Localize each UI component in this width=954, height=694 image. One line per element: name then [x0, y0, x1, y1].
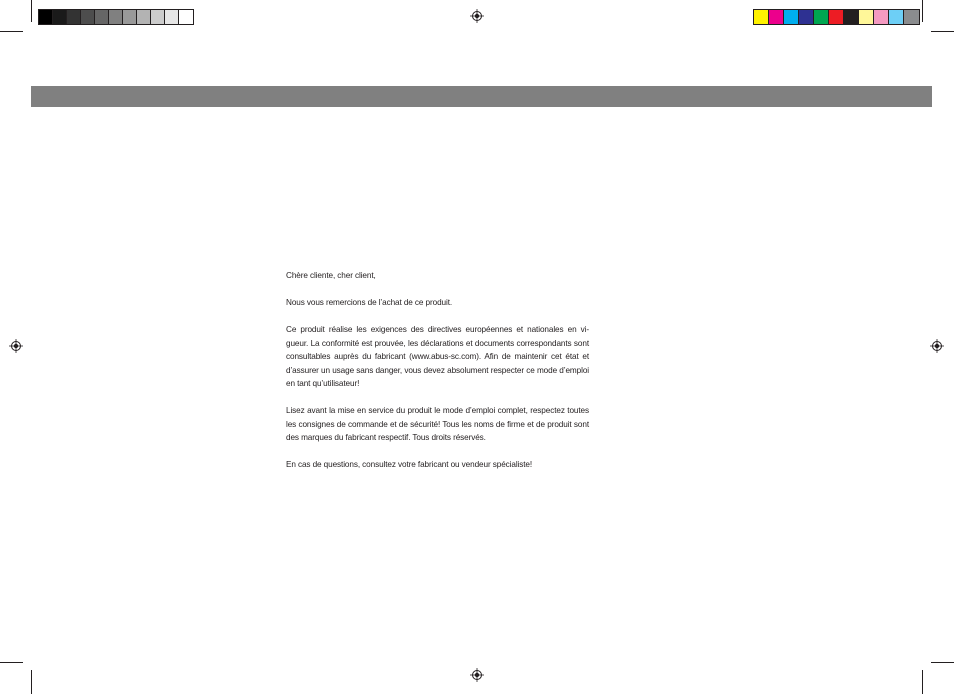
color-swatch — [754, 10, 769, 24]
color-swatch — [814, 10, 829, 24]
color-swatch-strip — [753, 9, 920, 25]
color-swatch — [769, 10, 784, 24]
color-swatch — [109, 10, 123, 24]
letter-body — [286, 269, 589, 485]
color-swatch — [844, 10, 859, 24]
crop-mark-top-right-v — [922, 0, 923, 22]
color-swatch — [859, 10, 874, 24]
greeting: Chère cliente, cher client, — [286, 271, 376, 280]
registration-mark-icon — [9, 339, 23, 353]
header-bar — [31, 86, 932, 107]
registration-mark-icon — [470, 668, 484, 682]
grayscale-swatch-strip — [38, 9, 194, 25]
color-swatch — [53, 10, 67, 24]
color-swatch — [179, 10, 193, 24]
crop-mark-top-left-v — [31, 0, 32, 22]
registration-mark-icon — [470, 9, 484, 23]
paragraph-instructions: Lisez avant la mise en service du produit le mode d’emploi complet, respectez toutes les consignes de commande et de sécurité! Tous les noms de firme et de produit sont des marques du fabricant respectif. Tous droits réservés. — [286, 406, 589, 442]
registration-mark-icon — [930, 339, 944, 353]
color-swatch — [67, 10, 81, 24]
color-swatch — [799, 10, 814, 24]
color-swatch — [165, 10, 179, 24]
color-swatch — [123, 10, 137, 24]
paragraph-questions: En cas de questions, consultez votre fabricant ou vendeur spécialiste! — [286, 460, 533, 469]
paragraph-thanks: Nous vous remercions de l’achat de ce produit. — [286, 298, 453, 307]
crop-mark-top-left-h — [0, 31, 23, 32]
crop-mark-bottom-right-h — [931, 662, 954, 663]
color-swatch — [784, 10, 799, 24]
color-swatch — [829, 10, 844, 24]
color-swatch — [904, 10, 919, 24]
color-swatch — [95, 10, 109, 24]
color-swatch — [889, 10, 904, 24]
paragraph-conformity: Ce produit réalise les exigences des directives européennes et nationales en vi-gueur. La conformité est prouvée, les déclarations et documents correspondants sont consultables auprès du fabricant (www.abus-sc.com). Afin de maintenir cet état et d’assurer un usage sans danger, vous devez absolument respecter ce mode d’emploi en tant qu’utilisateur! — [286, 325, 589, 388]
crop-mark-top-right-h — [931, 31, 954, 32]
color-swatch — [81, 10, 95, 24]
color-swatch — [137, 10, 151, 24]
color-swatch — [39, 10, 53, 24]
crop-mark-bottom-left-h — [0, 662, 23, 663]
color-swatch — [151, 10, 165, 24]
crop-mark-bottom-right-v — [922, 670, 923, 694]
crop-mark-bottom-left-v — [31, 670, 32, 694]
color-swatch — [874, 10, 889, 24]
